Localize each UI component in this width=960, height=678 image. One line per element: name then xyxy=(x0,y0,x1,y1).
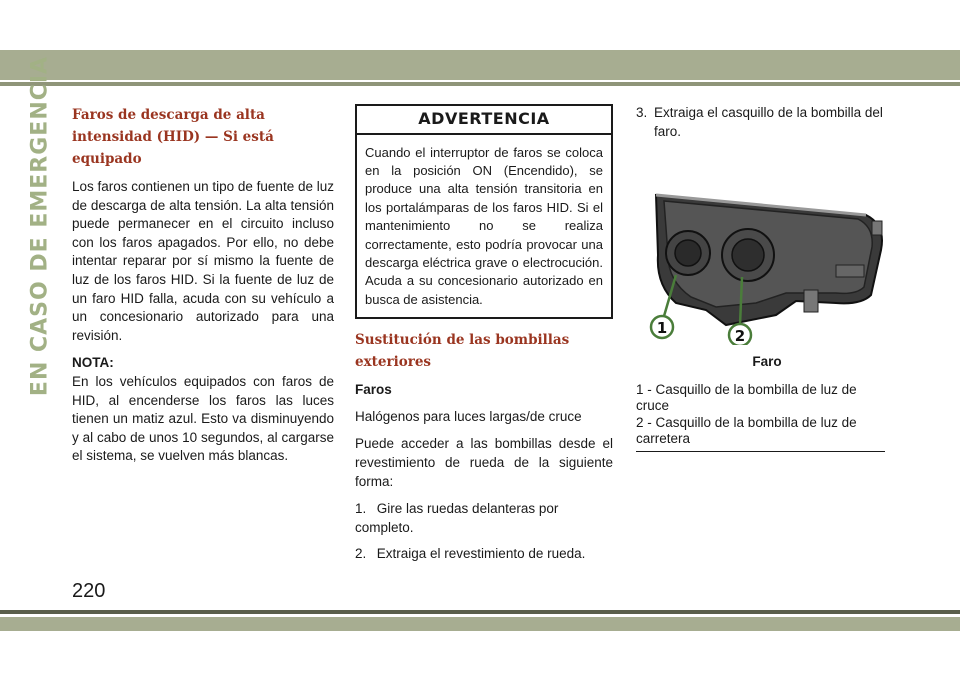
top-rule xyxy=(0,82,960,86)
callout-2-label: 2 xyxy=(734,327,746,346)
access-line: Puede acceder a las bombillas desde el revestimiento de rueda de la siguiente forma: xyxy=(355,436,613,489)
headlamp-figure xyxy=(636,175,898,345)
figure-caption: Faro xyxy=(752,354,782,370)
step-3-number: 3. xyxy=(636,105,648,120)
headlamp-illustration xyxy=(636,175,898,345)
exterior-bulbs-heading: Sustitución de las bombillas exteriores xyxy=(355,332,570,371)
hid-paragraph: Los faros contienen un tipo de fuente de luz de descarga de alta tensión. La alta tensión puede permanecer en el circuito incluso con los faros apagados. Por ello, no debe intentar reparar por sí mismo la fuente de luz de los faros HID. Si la fuente de luz de un faro HID falla, acuda con su vehículo a un concesionario autorizado para una revisión. xyxy=(72,179,334,343)
legend-item-1: 1 - Casquillo de la bombilla de luz de cruce xyxy=(636,381,857,414)
step-2-text: Extraiga el revestimiento de rueda. xyxy=(376,546,586,562)
nota-label: NOTA: xyxy=(72,355,114,371)
top-decorative-band xyxy=(0,50,960,80)
halogen-line: Halógenos para luces largas/de cruce xyxy=(355,408,582,424)
step-2-number: 2. xyxy=(355,546,367,562)
bottom-decorative-band xyxy=(0,617,960,631)
warning-box xyxy=(355,104,613,319)
right-column xyxy=(636,104,898,452)
legend-item-2: 2 - Casquillo de la bombilla de luz de carretera xyxy=(636,414,857,447)
middle-column xyxy=(355,104,613,572)
warning-text: Cuando el interruptor de faros se coloca en la posición ON (Encendido), se produce una alta tensión transitoria en los portalámparas de los faros HID. Si el mantenimiento no se realiza correctamente, esto podría provocar una descarga eléctrica grave o electrocución. Acuda a su concesionario autorizado en busca de asistencia. xyxy=(365,144,603,307)
step-1-number: 1. xyxy=(355,501,367,517)
step-1-text: Gire las ruedas delanteras por completo. xyxy=(355,501,559,535)
callout-1-label: 1 xyxy=(656,319,668,338)
step-2 xyxy=(355,545,613,564)
hid-heading: Faros de descarga de alta intensidad (HID) — Si está equipado xyxy=(72,107,274,167)
left-column xyxy=(72,104,334,475)
faros-subheading: Faros xyxy=(355,382,392,398)
step-3-text: Extraiga el casquillo de la bombilla del faro. xyxy=(654,105,883,139)
bottom-rule xyxy=(0,610,960,614)
step-1 xyxy=(355,500,613,537)
step-3 xyxy=(636,104,898,141)
side-tab-label: EN CASO DE EMERGENCIA xyxy=(27,55,53,397)
nota-text: En los vehículos equipados con faros de HID, al encenderse los faros las luces tienen un matiz azul. Esto va disminuyendo y al cabo de unos 10 segundos, al cargarse el sistema, se vuelven más blancas. xyxy=(72,373,334,464)
legend-rule xyxy=(636,451,885,452)
warning-title: ADVERTENCIA xyxy=(357,106,611,135)
page-number: 220 xyxy=(72,580,106,602)
